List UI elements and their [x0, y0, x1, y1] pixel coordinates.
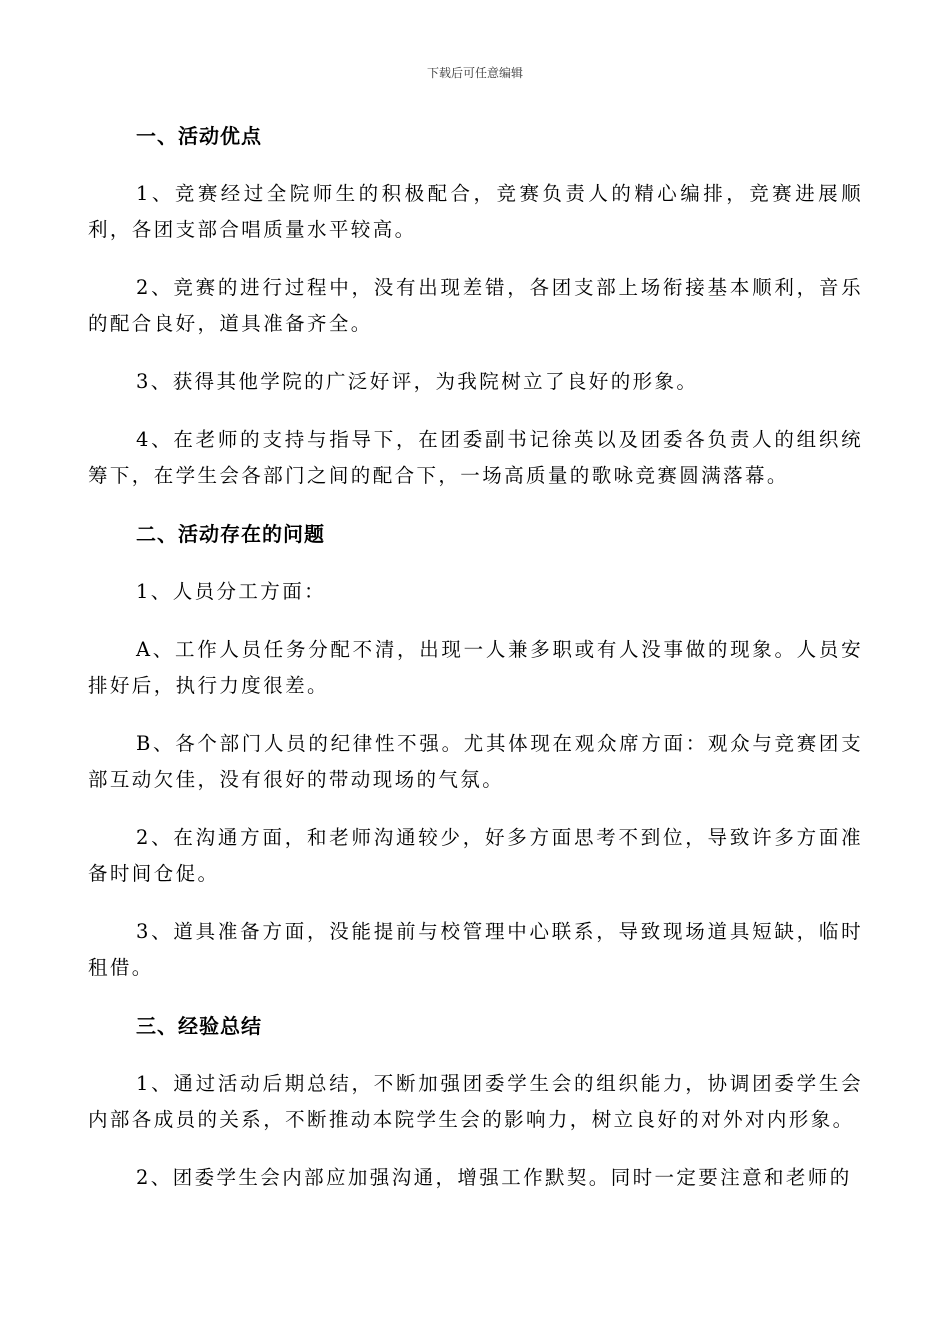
paragraph: 3、道具准备方面，没能提前与校管理中心联系，导致现场道具短缺，临时租借。 [88, 920, 863, 979]
paragraph: A、工作人员任务分配不清，出现一人兼多职或有人没事做的现象。人员安排好后，执行力度很差。 [88, 638, 863, 697]
document-body [88, 118, 863, 1218]
section-heading-3: 三、经验总结 [136, 1014, 262, 1038]
header-note: 下载后可任意编辑 [426, 66, 523, 80]
paragraph: 3、获得其他学院的广泛好评，为我院树立了良好的形象。 [136, 370, 699, 393]
paragraph: 1、通过活动后期总结，不断加强团委学生会的组织能力，协调团委学生会内部各成员的关系，不断推动本院学生会的影响力，树立良好的对外对内形象。 [88, 1072, 863, 1131]
section-heading-1: 一、活动优点 [136, 124, 262, 148]
paragraph: 1、人员分工方面： [136, 580, 327, 603]
paragraph: B、各个部门人员的纪律性不强。尤其体现在观众席方面：观众与竞赛团支部互动欠佳，没有很好的带动现场的气氛。 [88, 732, 863, 791]
paragraph: 2、在沟通方面，和老师沟通较少，好多方面思考不到位，导致许多方面准备时间仓促。 [88, 826, 863, 885]
paragraph: 2、竞赛的进行过程中，没有出现差错，各团支部上场衔接基本顺利，音乐的配合良好，道具准备齐全。 [88, 276, 863, 335]
paragraph: 2、团委学生会内部应加强沟通，增强工作默契。同时一定要注意和老师的 [136, 1166, 852, 1189]
paragraph: 4、在老师的支持与指导下，在团委副书记徐英以及团委各负责人的组织统筹下，在学生会各部门之间的配合下，一场高质量的歌咏竞赛圆满落幕。 [88, 428, 863, 487]
paragraph: 1、竞赛经过全院师生的积极配合，竞赛负责人的精心编排，竞赛进展顺利，各团支部合唱质量水平较高。 [88, 182, 863, 241]
section-heading-2: 二、活动存在的问题 [136, 522, 325, 546]
